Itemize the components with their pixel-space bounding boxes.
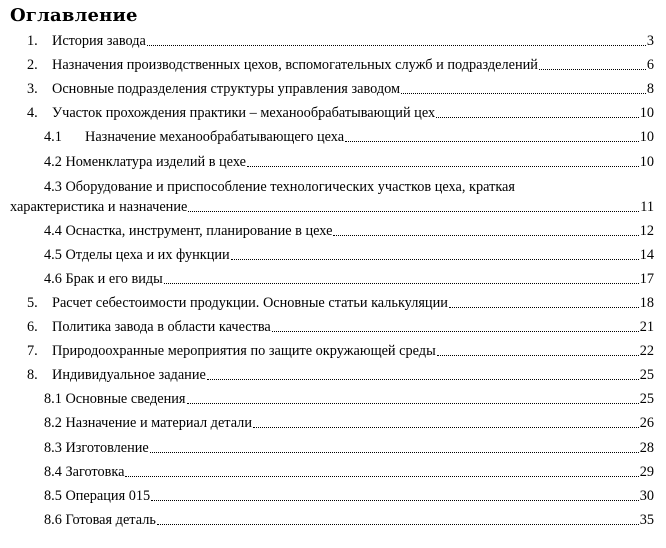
toc-entry-page: 10 [639,129,654,146]
toc-entry-page: 25 [639,391,654,408]
toc-entry-title: 8.1 Основные сведения [44,391,186,408]
toc-entry-8-1[interactable] [0,388,666,412]
dot-leader [539,69,646,70]
dot-leader [231,259,639,260]
toc-entry-4[interactable] [0,102,666,126]
toc-entry-number: 8. [27,367,38,384]
dot-leader [449,307,639,308]
toc-entry-8[interactable] [0,364,666,388]
toc-heading: Оглавление [10,5,138,26]
toc-entry-page: 3 [646,33,654,50]
toc-entry-4-3[interactable] [0,175,666,220]
toc-entry-1[interactable] [0,30,666,54]
toc-entry-title: 8.4 Заготовка [44,463,125,480]
toc-entry-2[interactable] [0,54,666,78]
toc-entry-page: 26 [639,415,654,432]
dot-leader [272,331,639,332]
toc-entry-number: 4.1 [44,129,62,146]
dot-leader [437,355,639,356]
dot-leader [436,117,639,118]
toc-entry-title: 4.2 Номенклатура изделий в цехе [44,153,246,170]
dot-leader [345,141,639,142]
dot-leader [157,524,639,525]
toc-entry-4-1[interactable] [0,126,666,150]
dot-leader [151,500,639,501]
dot-leader [401,93,646,94]
toc-entry-page: 17 [639,270,654,287]
toc-entry-8-3[interactable] [0,436,666,460]
toc-entry-title: 8.5 Операция 015 [44,487,151,504]
toc-entry-page: 29 [639,463,654,480]
toc-entry-page: 10 [639,153,654,170]
toc-entry-4-6[interactable] [0,268,666,292]
toc-entry-number: 6. [27,319,38,336]
toc-entry-title: История завода [52,33,146,50]
toc-entry-6[interactable] [0,316,666,340]
toc-entry-page: 30 [639,487,654,504]
dot-leader [333,235,638,236]
toc-entry-7[interactable] [0,340,666,364]
toc-entry-title: Расчет себестоимости продукции. Основные статьи калькуляции [52,294,448,311]
dot-leader [253,427,639,428]
toc-entry-page: 10 [639,105,654,122]
toc-entry-number: 1. [27,33,38,50]
toc-entry-title: Индивидуальное задание [52,367,206,384]
toc-entry-number: 2. [27,57,38,74]
toc-entry-4-5[interactable] [0,244,666,268]
toc-entry-number: 5. [27,294,38,311]
toc-entry-number: 3. [27,81,38,98]
toc-entry-page: 11 [640,198,654,215]
toc-entry-page: 22 [639,343,654,360]
toc-entry-4-4[interactable] [0,220,666,244]
toc-entry-3[interactable] [0,78,666,102]
toc-entry-title: Политика завода в области качества [52,319,271,336]
toc-entry-4-2[interactable] [0,150,666,174]
dot-leader [125,476,638,477]
toc-list [0,30,666,533]
toc-entry-8-4[interactable] [0,461,666,485]
toc-entry-page: 6 [646,57,654,74]
toc-entry-title: Участок прохождения практики – механообрабатывающий цех [52,105,436,122]
dot-leader [150,452,639,453]
toc-entry-title: 4.5 Отделы цеха и их функции [44,246,230,263]
toc-entry-number: 7. [27,343,38,360]
toc-entry-page: 28 [639,439,654,456]
toc-entry-page: 12 [639,222,654,239]
toc-entry-page: 14 [639,246,654,263]
toc-entry-title: Природоохранные мероприятия по защите окружающей среды [52,343,436,360]
toc-entry-title: Основные подразделения структуры управления заводом [52,81,401,98]
toc-entry-5[interactable] [0,292,666,316]
toc-entry-title: 8.2 Назначение и материал детали [44,415,252,432]
toc-entry-page: 8 [646,81,654,98]
dot-leader [187,403,639,404]
toc-entry-title: 4.6 Брак и его виды [44,270,163,287]
toc-entry-page: 18 [639,294,654,311]
toc-entry-title-line2: характеристика и назначение [10,198,188,215]
toc-entry-title-line1: 4.3 Оборудование и приспособление технологических участков цеха, краткая [44,178,515,195]
toc-entry-page: 25 [639,367,654,384]
dot-leader [188,211,639,212]
toc-entry-8-5[interactable] [0,485,666,509]
toc-entry-number: 4. [27,105,38,122]
dot-leader [164,283,639,284]
dot-leader [247,166,639,167]
toc-entry-8-2[interactable] [0,412,666,436]
dot-leader [147,45,646,46]
toc-entry-8-6[interactable] [0,509,666,533]
toc-entry-title: Назначения производственных цехов, вспомогательных служб и подразделений [52,57,538,74]
dot-leader [207,379,639,380]
toc-entry-title: Назначение механообрабатывающего цеха [85,129,345,146]
toc-entry-title: 8.6 Готовая деталь [44,511,156,528]
toc-entry-title: 8.3 Изготовление [44,439,149,456]
toc-entry-title: 4.4 Оснастка, инструмент, планирование в цехе [44,222,333,239]
toc-entry-page: 35 [639,511,654,528]
toc-entry-page: 21 [639,319,654,336]
